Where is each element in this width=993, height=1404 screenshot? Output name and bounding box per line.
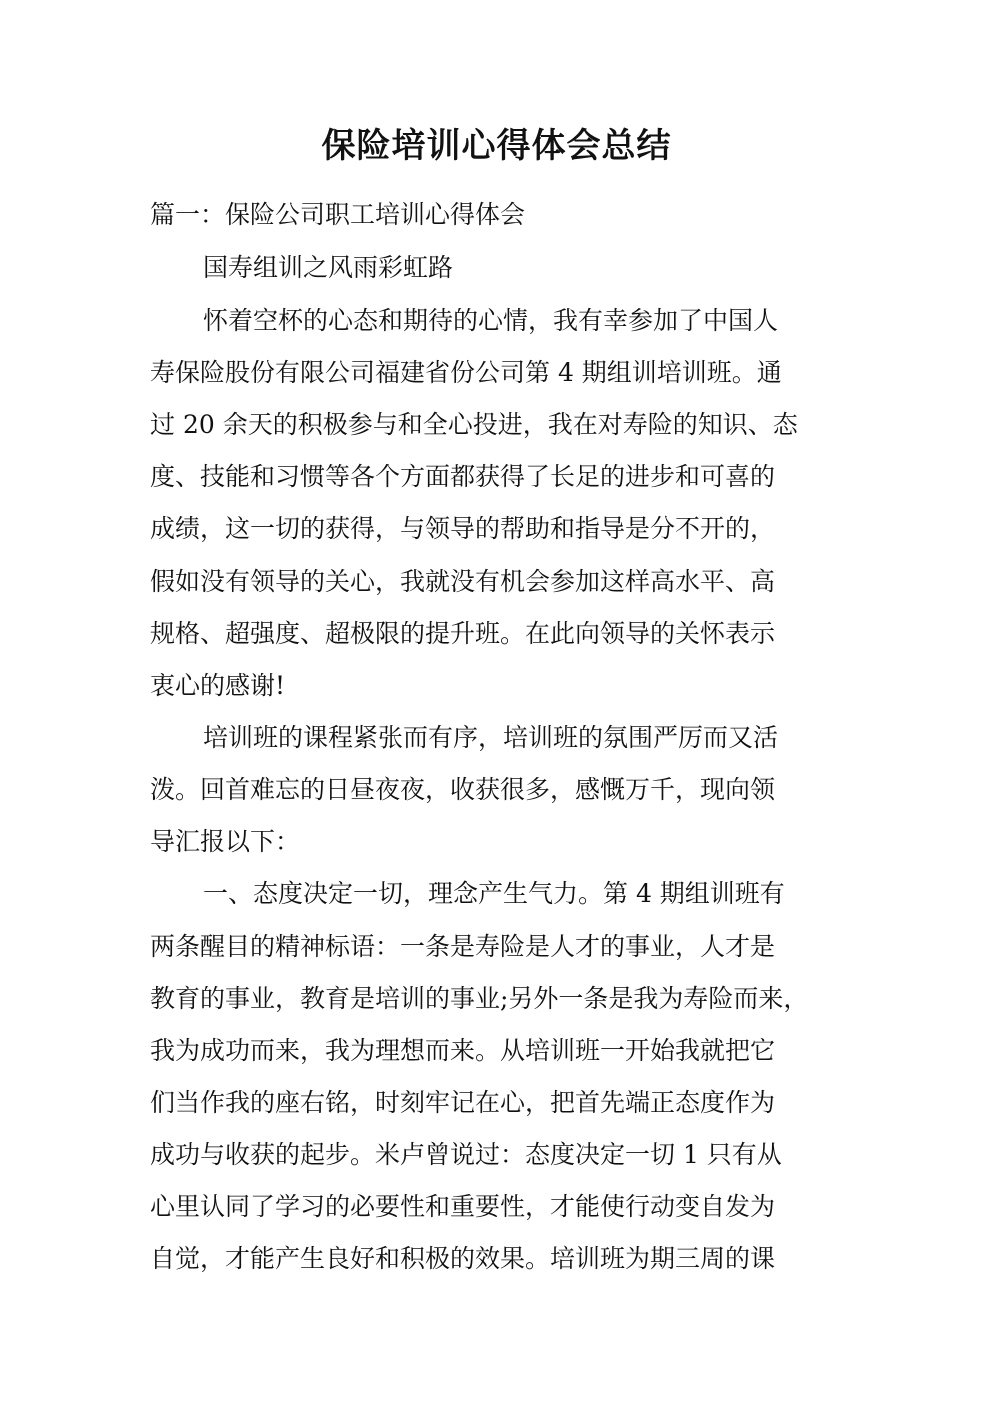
body-line: 泼。回首难忘的日昼夜夜，收获很多，感慨万千，现向领 <box>150 775 776 804</box>
body-line: 过 20 余天的积极参与和全心投进，我在对寿险的知识、态 <box>150 410 798 439</box>
body-line: 度、技能和习惯等各个方面都获得了长足的进步和可喜的 <box>150 462 776 491</box>
document-title: 保险培训心得体会总结 <box>321 126 672 166</box>
body-line: 成功与收获的起步。米卢曾说过：态度决定一切 1 只有从 <box>150 1140 782 1169</box>
body-line: 心里认同了学习的必要性和重要性，才能使行动变自发为 <box>150 1192 776 1221</box>
body-line: 自觉，才能产生良好和积极的效果。培训班为期三周的课 <box>150 1244 776 1273</box>
body-line: 们当作我的座右铭，时刻牢记在心，把首先端正态度作为 <box>150 1088 776 1117</box>
body-line: 导汇报以下： <box>150 827 301 856</box>
body-line: 衷心的感谢! <box>150 671 286 700</box>
section-heading: 篇一：保险公司职工培训心得体会 <box>150 200 526 229</box>
body-line: 两条醒目的精神标语：一条是寿险是人才的事业，人才是 <box>150 932 776 961</box>
subtitle: 国寿组训之风雨彩虹路 <box>203 253 454 282</box>
body-line: 规格、超强度、超极限的提升班。在此向领导的关怀表示 <box>150 619 776 648</box>
body-line: 寿保险股份有限公司福建省份公司第 4 期组训培训班。通 <box>150 358 782 387</box>
body-line: 培训班的课程紧张而有序，培训班的氛围严厉而又活 <box>203 723 779 752</box>
body-line: 怀着空杯的心态和期待的心情，我有幸参加了中国人 <box>203 306 779 335</box>
body-line: 教育的事业，教育是培训的事业;另外一条是我为寿险而来， <box>150 984 809 1013</box>
body-line: 假如没有领导的关心，我就没有机会参加这样高水平、高 <box>150 567 776 596</box>
body-line: 一、态度决定一切，理念产生气力。第 4 期组训班有 <box>203 879 785 908</box>
body-line: 我为成功而来，我为理想而来。从培训班一开始我就把它 <box>150 1036 776 1065</box>
body-line: 成绩，这一切的获得，与领导的帮助和指导是分不开的， <box>150 514 776 543</box>
